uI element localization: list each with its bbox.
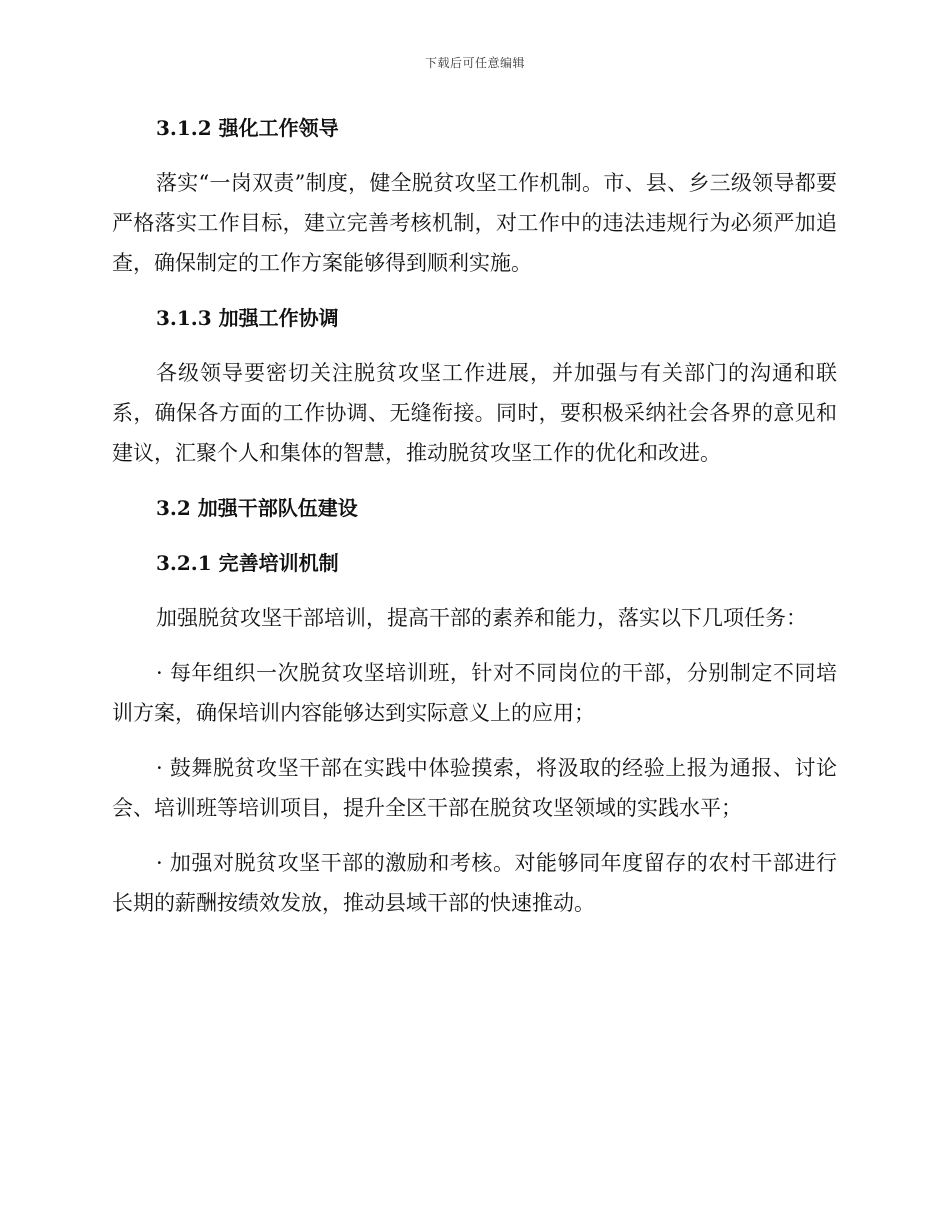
section-heading-3-2: 3.2 加强干部队伍建设: [156, 496, 358, 520]
section-heading-3-1-2: 3.1.2 强化工作领导: [156, 116, 339, 140]
bullet-item: · 每年组织一次脱贫攻坚培训班，针对不同岗位的干部，分别制定不同培训方案，确保培训内容能够达到实际意义上的应用；: [112, 661, 837, 725]
bullet-item: · 鼓舞脱贫攻坚干部在实践中体验摸索，将汲取的经验上报为通报、讨论会、培训班等培训项目，提升全区干部在脱贫攻坚领域的实践水平；: [112, 756, 837, 820]
paragraph-3-1-2: 落实“一岗双责”制度，健全脱贫攻坚工作机制。市、县、乡三级领导都要严格落实工作目标，建立完善考核机制，对工作中的违法违规行为必须严加追查，确保制定的工作方案能够得到顺利实施。: [112, 171, 837, 275]
document-body: [112, 108, 837, 938]
paragraph-3-1-3: 各级领导要密切关注脱贫攻坚工作进展，并加强与有关部门的沟通和联系，确保各方面的工作协调、无缝衔接。同时，要积极采纳社会各界的意见和建议，汇聚个人和集体的智慧，推动脱贫攻坚工作的优化和改进。: [112, 361, 837, 465]
section-heading-3-2-1: 3.2.1 完善培训机制: [156, 551, 339, 575]
header-note: 下载后可任意编辑: [424, 56, 525, 70]
section-heading-3-1-3: 3.1.3 加强工作协调: [156, 306, 339, 330]
paragraph-3-2-1-intro: 加强脱贫攻坚干部培训，提高干部的素养和能力，落实以下几项任务：: [156, 606, 807, 630]
bullet-item: · 加强对脱贫攻坚干部的激励和考核。对能够同年度留存的农村干部进行长期的薪酬按绩效发放，推动县域干部的快速推动。: [112, 851, 837, 915]
